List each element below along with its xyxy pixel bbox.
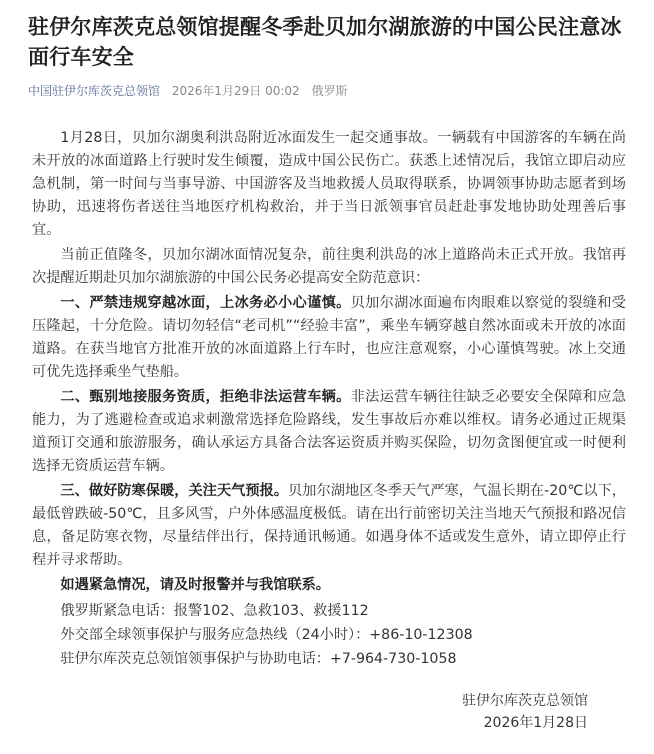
signature-block: [462, 690, 588, 734]
paragraph-incident: 1月28日，贝加尔湖奥利洪岛附近冰面发生一起交通事故。一辆载有中国游客的车辆在尚未开放的冰面道路上行驶时发生倾覆，造成中国公民伤亡。获悉上述情况后，我馆立即启动应急机制，第一时间与当事导游、中国游客及当地救援人员取得联系，协调领事协助志愿者到场协助，迅速将伤者送往当地医疗机构救治，并于当日派领事官员赶赴事发地协助处理善后事宜。: [32, 130, 626, 238]
weather-text: 贝加尔湖地区冬季天气严寒，气温长期在-20℃以下，最低曾跌破-50℃，且多风雪，户外体感温度极低。请在出行前密切关注当地天气预报和路况信息，备足防寒衣物，尽量结伴出行，保持通讯畅通。如遇身体不适或发生意外，请立即停止行程并寻求帮助。: [32, 483, 626, 568]
contact-mfa-hotline: 外交部全球领事保护与服务应急热线（24小时）：+86-10-12308: [60, 627, 473, 643]
weather-heading: 三、做好防寒保暖，关注天气预报。: [60, 483, 289, 499]
service-qualification-text: 非法运营车辆往往缺乏必要安全保障和应急能力，为了逃避检查或追求刺激常选择危险路线，发生事故后亦难以维权。请务必通过正规渠道预订交通和旅游服务，确认承运方具备合法客运资质并购买保险，切勿贪图便宜或一时便利选择无资质运营车辆。: [32, 389, 626, 474]
contact-russia-emergency: 俄罗斯紧急电话：报警102、急救103、救援112: [60, 603, 369, 619]
signature-date: 2026年1月28日: [483, 715, 588, 731]
paragraph-weather: [32, 480, 626, 572]
publish-location: 俄罗斯: [311, 84, 348, 98]
paragraph-service-qualification: [32, 386, 626, 478]
account-name-link[interactable]: 中国驻伊尔库茨克总领馆: [28, 84, 161, 98]
service-qualification-heading: 二、甄别地接服务资质，拒绝非法运营车辆。: [60, 389, 351, 405]
article-title: 驻伊尔库茨克总领馆提醒冬季赴贝加尔湖旅游的中国公民注意冰面行车安全: [28, 15, 622, 69]
publish-time: 2026年1月29日 00:02: [171, 84, 300, 98]
article-meta: [28, 82, 626, 100]
emergency-note: 如遇紧急情况，请及时报警并与我馆联系。: [60, 577, 330, 593]
paragraph-ice-safety: [32, 292, 626, 384]
paragraph-reminder: 当前正值隆冬，贝加尔湖冰面情况复杂，前往奥利洪岛的冰上道路尚未正式开放。我馆再次提醒近期赴贝加尔湖旅游的中国公民务必提高安全防范意识：: [32, 247, 626, 286]
ice-safety-heading: 一、严禁违规穿越冰面，上冰务必小心谨慎。: [60, 295, 351, 311]
article-body: [28, 127, 626, 671]
ice-safety-text: 贝加尔湖冰面遍布肉眼难以察觉的裂缝和受压隆起，十分危险。请切勿轻信“老司机”“经验丰富”，乘坐车辆穿越自然冰面或未开放的冰面道路。在获当地官方批准开放的冰面道路上行车时，也应注意观察，小心谨慎驾驶。冰上交通可优先选择乘坐气垫船。: [32, 295, 626, 380]
contact-consulate-phone: 驻伊尔库茨克总领馆领事保护与协助电话：+7-964-730-1058: [60, 651, 457, 667]
signature-org: 驻伊尔库茨克总领馆: [462, 693, 588, 709]
